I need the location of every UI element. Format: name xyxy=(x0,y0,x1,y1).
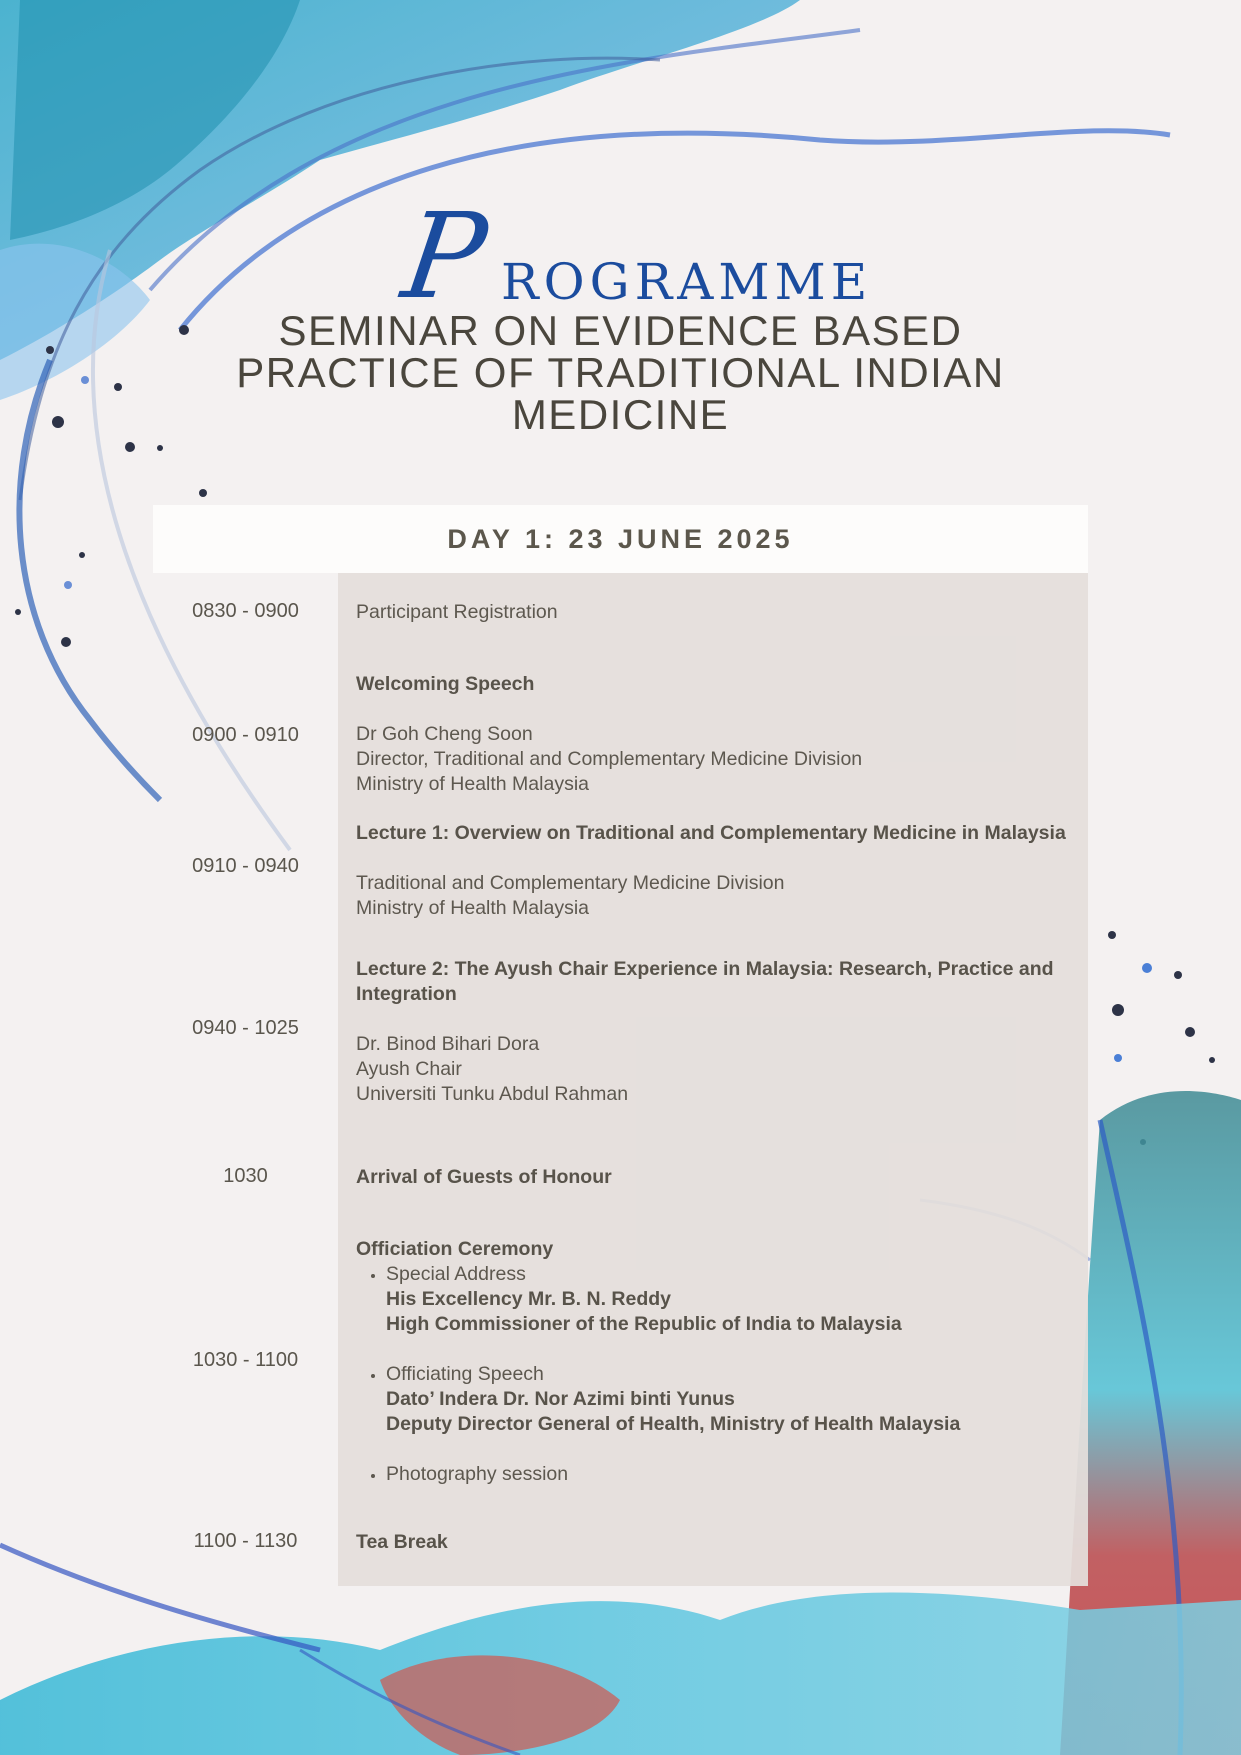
speaker-role: Ayush Chair xyxy=(356,1058,462,1080)
speaker-organisation: Universiti Tunku Abdul Rahman xyxy=(356,1083,629,1105)
schedule-detail xyxy=(356,821,1076,921)
day-header: DAY 1: 23 JUNE 2025 xyxy=(153,505,1088,573)
title-block xyxy=(0,187,1241,438)
schedule-title: Arrival of Guests of Honour xyxy=(356,1166,612,1188)
item-person-name: His Excellency Mr. B. N. Reddy xyxy=(386,1288,672,1310)
schedule-time: 0910 - 0940 xyxy=(192,855,299,877)
schedule-title: Officiation Ceremony xyxy=(356,1238,554,1260)
schedule-detail xyxy=(356,672,1076,797)
schedule-time: 0830 - 0900 xyxy=(192,600,299,622)
list-item xyxy=(386,1262,1076,1337)
schedule-title: Participant Registration xyxy=(356,601,558,623)
schedule-table xyxy=(153,573,1088,1586)
schedule-time: 0940 - 1025 xyxy=(192,1017,299,1039)
item-person-position: Deputy Director General of Health, Ministry of Health Malaysia xyxy=(386,1413,961,1435)
item-label: • Special Address xyxy=(386,1263,526,1285)
speaker-organisation: Ministry of Health Malaysia xyxy=(356,897,589,919)
speaker-role: Director, Traditional and Complementary Medicine Division xyxy=(356,748,863,770)
programme-title xyxy=(0,187,1241,325)
schedule-title-line: Lecture 2: The Ayush Chair Experience in Malaysia: Research, Practice and xyxy=(356,958,1054,980)
speaker-organisation: Ministry of Health Malaysia xyxy=(356,773,589,795)
item-person-position: High Commissioner of the Republic of India to Malaysia xyxy=(386,1313,902,1335)
list-item xyxy=(386,1362,1076,1437)
schedule-title: Tea Break xyxy=(356,1531,448,1553)
item-label: • Photography session xyxy=(386,1463,569,1485)
schedule-detail xyxy=(356,957,1076,1107)
schedule-time: 1030 - 1100 xyxy=(192,1349,299,1371)
schedule-title: Welcoming Speech xyxy=(356,673,535,695)
schedule-detail xyxy=(356,1237,1076,1487)
ceremony-items xyxy=(356,1262,1076,1487)
schedule-title-line: Integration xyxy=(356,983,457,1005)
programme-title-rest: ROGRAMME xyxy=(501,253,873,311)
speaker-name: Dr Goh Cheng Soon xyxy=(356,723,533,745)
speaker-role: Traditional and Complementary Medicine Division xyxy=(356,872,785,894)
list-item xyxy=(386,1462,1076,1487)
programme-title-initial: P xyxy=(395,187,499,325)
seminar-title: SEMINAR ON EVIDENCE BASED PRACTICE OF TRADITIONAL INDIAN MEDICINE xyxy=(236,307,1005,438)
schedule-time: 1030 xyxy=(223,1165,268,1187)
schedule-time: 0900 - 0910 xyxy=(192,724,299,746)
schedule-title: Lecture 1: Overview on Traditional and Complementary Medicine in Malaysia xyxy=(356,822,1066,844)
schedule-time: 1100 - 1130 xyxy=(193,1530,298,1552)
item-label: • Officiating Speech xyxy=(386,1363,544,1385)
speaker-name: Dr. Binod Bihari Dora xyxy=(356,1033,540,1055)
item-person-name: Dato’ Indera Dr. Nor Azimi binti Yunus xyxy=(386,1388,735,1410)
